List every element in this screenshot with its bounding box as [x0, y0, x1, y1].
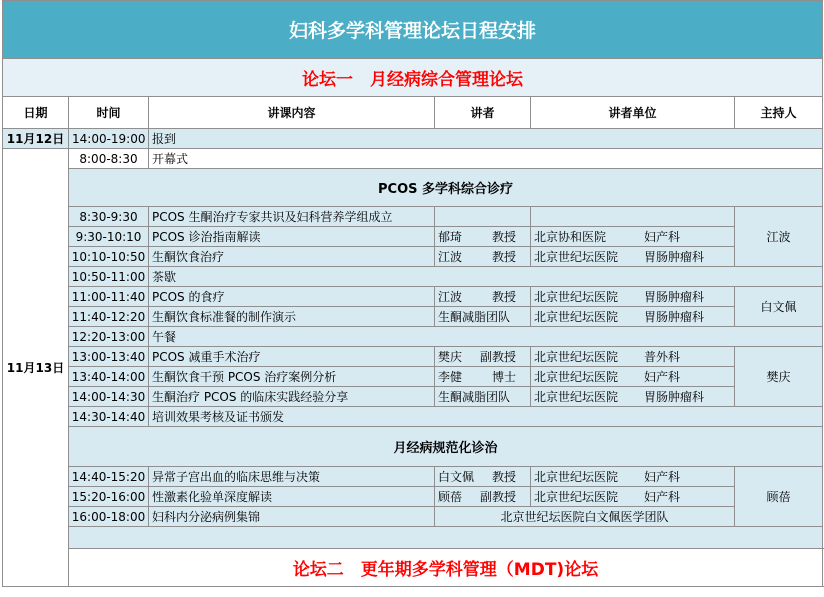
unit-cell — [531, 247, 735, 267]
time-cell: 15:20-16:00 — [69, 487, 149, 507]
speaker-name: 江波 — [438, 290, 463, 304]
speaker-cell — [435, 227, 531, 247]
unit-cell — [531, 487, 735, 507]
time-cell: 13:40-14:00 — [69, 367, 149, 387]
unit-org: 北京世纪坛医院 — [534, 390, 619, 404]
forum-1-heading: 论坛一 月经病综合管理论坛 — [3, 59, 823, 97]
unit-cell — [531, 347, 735, 367]
time-cell: 9:30-10:10 — [69, 227, 149, 247]
content-cell: PCOS 诊治指南解读 — [149, 227, 435, 247]
table-row — [3, 247, 823, 267]
content-cell: 茶歇 — [149, 267, 823, 287]
unit-org: 北京世纪坛医院 — [534, 490, 619, 504]
time-cell: 11:40-12:20 — [69, 307, 149, 327]
unit-org: 北京世纪坛医院 — [534, 350, 619, 364]
speaker-name: 白文佩 — [438, 470, 475, 484]
table-row — [3, 227, 823, 247]
speaker-name: 顾蓓 — [438, 490, 463, 504]
table-row — [3, 467, 823, 487]
unit-dept: 胃肠肿瘤科 — [644, 290, 705, 304]
speaker-cell — [435, 247, 531, 267]
table-row — [3, 487, 823, 507]
time-cell: 13:00-13:40 — [69, 347, 149, 367]
table-row — [3, 347, 823, 367]
speaker-cell: 生酮减脂团队 — [435, 307, 531, 327]
table-row — [3, 207, 823, 227]
content-cell: 生酮饮食治疗 — [149, 247, 435, 267]
table-row — [3, 307, 823, 327]
section-heading-pcos: PCOS 多学科综合诊疗 — [69, 169, 823, 207]
time-cell: 11:00-11:40 — [69, 287, 149, 307]
speaker-cell: 生酮减脂团队 — [435, 387, 531, 407]
unit-dept: 普外科 — [644, 350, 681, 364]
table-row — [3, 387, 823, 407]
content-cell: PCOS 生酮治疗专家共识及妇科营养学组成立 — [149, 207, 435, 227]
content-cell: 生酮饮食标准餐的制作演示 — [149, 307, 435, 327]
speaker-name: 江波 — [438, 250, 463, 264]
table-row — [3, 407, 823, 427]
unit-org: 北京世纪坛医院 — [534, 470, 619, 484]
speaker-title: 教授 — [491, 230, 516, 244]
page-title: 妇科多学科管理论坛日程安排 — [3, 1, 823, 59]
speaker-title: 副教授 — [479, 490, 516, 504]
speaker-title: 博士 — [491, 370, 516, 384]
time-cell: 14:30-14:40 — [69, 407, 149, 427]
time-cell: 14:00-19:00 — [69, 129, 149, 149]
unit-cell — [531, 207, 735, 227]
time-cell: 8:00-8:30 — [69, 149, 149, 169]
content-cell: 性激素化验单深度解读 — [149, 487, 435, 507]
unit-org: 北京协和医院 — [534, 230, 607, 244]
unit-dept: 妇产科 — [644, 470, 681, 484]
header-speaker: 讲者 — [435, 97, 531, 129]
unit-org: 北京世纪坛医院 — [534, 250, 619, 264]
content-cell: 报到 — [149, 129, 823, 149]
time-cell: 14:00-14:30 — [69, 387, 149, 407]
header-unit: 讲者单位 — [531, 97, 735, 129]
speaker-cell — [435, 347, 531, 367]
host-cell: 江波 — [735, 207, 823, 267]
content-cell: 午餐 — [149, 327, 823, 347]
speaker-cell — [435, 367, 531, 387]
unit-org: 北京世纪坛医院 — [534, 370, 619, 384]
table-row — [3, 507, 823, 527]
section-heading-menstrual: 月经病规范化诊治 — [69, 427, 823, 467]
content-cell: 培训效果考核及证书颁发 — [149, 407, 823, 427]
unit-cell — [531, 307, 735, 327]
speaker-cell — [435, 467, 531, 487]
time-cell: 16:00-18:00 — [69, 507, 149, 527]
date-cell-day2: 11月13日 — [3, 149, 69, 587]
table-row — [3, 287, 823, 307]
header-content: 讲课内容 — [149, 97, 435, 129]
schedule-table — [2, 0, 823, 587]
unit-cell — [531, 387, 735, 407]
host-cell: 顾蓓 — [735, 467, 823, 527]
unit-dept: 妇产科 — [644, 490, 681, 504]
table-row — [3, 327, 823, 347]
spacer-row — [69, 527, 823, 549]
unit-dept: 妇产科 — [644, 230, 681, 244]
table-row — [3, 129, 823, 149]
forum-2-heading: 论坛二 更年期多学科管理（MDT)论坛 — [69, 549, 823, 587]
speaker-title: 教授 — [491, 250, 516, 264]
header-date: 日期 — [3, 97, 69, 129]
host-cell: 樊庆 — [735, 347, 823, 407]
content-cell: 开幕式 — [149, 149, 823, 169]
team-cell: 北京世纪坛医院白文佩医学团队 — [435, 507, 735, 527]
content-cell: 异常子宫出血的临床思维与决策 — [149, 467, 435, 487]
time-cell: 14:40-15:20 — [69, 467, 149, 487]
time-cell: 8:30-9:30 — [69, 207, 149, 227]
unit-dept: 胃肠肿瘤科 — [644, 390, 705, 404]
unit-cell — [531, 287, 735, 307]
unit-cell — [531, 367, 735, 387]
speaker-name: 郁琦 — [438, 230, 463, 244]
content-cell: 妇科内分泌病例集锦 — [149, 507, 435, 527]
content-cell: PCOS 的食疗 — [149, 287, 435, 307]
content-cell: 生酮饮食干预 PCOS 治疗案例分析 — [149, 367, 435, 387]
time-cell: 10:10-10:50 — [69, 247, 149, 267]
speaker-name: 樊庆 — [438, 350, 463, 364]
table-row — [3, 267, 823, 287]
speaker-cell — [435, 287, 531, 307]
header-time: 时间 — [69, 97, 149, 129]
content-cell: 生酮治疗 PCOS 的临床实践经验分享 — [149, 387, 435, 407]
speaker-cell — [435, 207, 531, 227]
unit-cell — [531, 227, 735, 247]
header-host: 主持人 — [735, 97, 823, 129]
table-row — [3, 149, 823, 169]
host-cell: 白文佩 — [735, 287, 823, 327]
speaker-title: 教授 — [491, 290, 516, 304]
content-cell: PCOS 减重手术治疗 — [149, 347, 435, 367]
unit-org: 北京世纪坛医院 — [534, 310, 619, 324]
unit-org: 北京世纪坛医院 — [534, 290, 619, 304]
speaker-title: 教授 — [491, 470, 516, 484]
speaker-title: 副教授 — [479, 350, 516, 364]
time-cell: 12:20-13:00 — [69, 327, 149, 347]
unit-dept: 胃肠肿瘤科 — [644, 250, 705, 264]
table-row — [3, 367, 823, 387]
speaker-name: 李健 — [438, 370, 463, 384]
unit-dept: 胃肠肿瘤科 — [644, 310, 705, 324]
date-cell-day1: 11月12日 — [3, 129, 69, 149]
unit-dept: 妇产科 — [644, 370, 681, 384]
time-cell: 10:50-11:00 — [69, 267, 149, 287]
speaker-cell — [435, 487, 531, 507]
unit-cell — [531, 467, 735, 487]
